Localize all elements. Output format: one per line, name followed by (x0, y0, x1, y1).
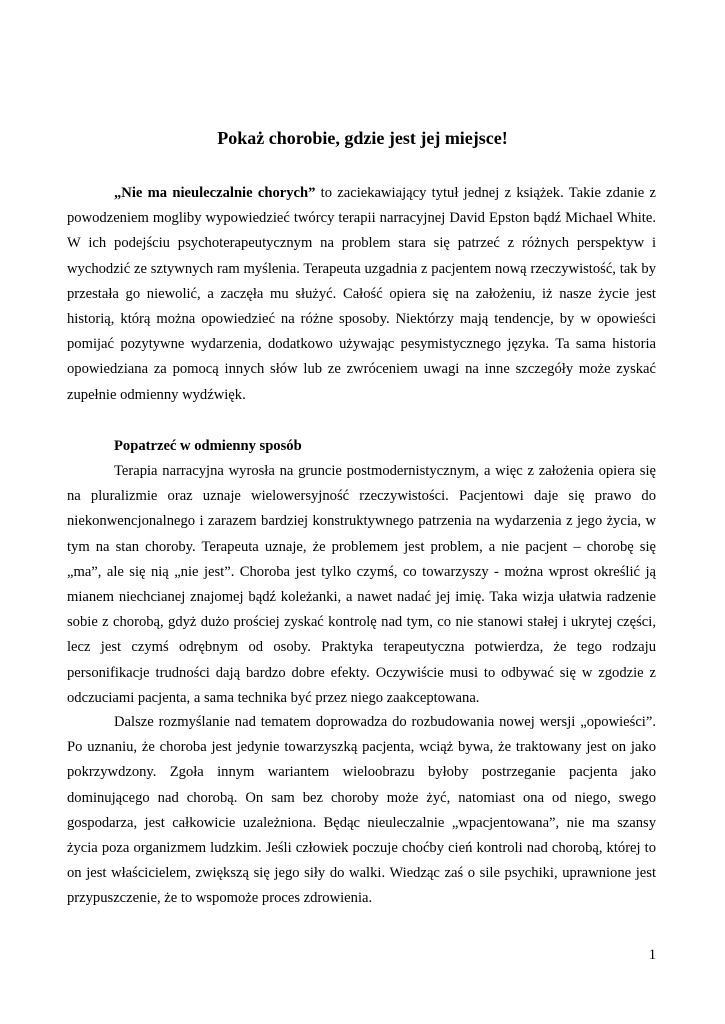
page-title: Pokaż chorobie, gdzie jest jej miejsce! (217, 128, 508, 148)
book-title-quote: „Nie ma nieuleczalnie chorych” (114, 185, 316, 201)
paragraph-narrative-therapy: Terapia narracyjna wyrosła na gruncie postmodernistycznym, a więc z założenia opiera się na pluralizmie oraz uznaje wielowersyjność rzeczywistości. Pacjentowi daje się prawo do niekonwencjonalnego i zarazem bardziej konstruktywnego patrzenia na wydarzenia z jego życia, w tym na stan choroby. Terapeuta uznaje, że problemem jest problem, a nie pacjent – chorobę się „ma”, ale się nią „nie jest”. Choroba jest tylko czymś, co towarzyszy - można wprost określić ją mianem niechcianej znajomej bądź koleżanki, a nawet nadać jej imię. Taka wizja ułatwia radzenie sobie z chorobą, gdyż dużo prościej zyskać kontrolę nad tym, co nie stanowi stałej i ukrytej części, lecz jest czymś odrębnym od osoby. Praktyka terapeutyczna potwierdza, że tego rodzaju personifikacje trudności dają bardzo dobre efekty. Oczywiście musi to odbywać się w zgodzie z odczuciami pacjenta, a sama technika być przez niego zaakceptowana. (67, 463, 656, 706)
page-number: 1 (648, 947, 656, 963)
paragraph-intro-text: to zaciekawiający tytuł jednej z książek. Takie zdanie z powodzeniem mogliby wypowiedzieć twórcy terapii narracyjnej David Epston bądź Michael White. W ich podejściu psychoterapeutycznym na problem stara się patrzeć z różnych perspektyw i wychodzić ze sztywnych ram myślenia. Terapeuta uzgadnia z pacjentem nową rzeczywistość, tak by przestała go niewolić, a zaczęła mu służyć. Całość opiera się na założeniu, iż nasze życie jest historią, którą można opowiedzieć na różne sposoby. Niektórzy mają tendencje, by w opowieści pomijać pozytywne wydarzenia, dodatkowo używając pesymistycznego języka. Ta sama historia opowiedziana za pomocą innych słów lub ze zwróceniem uwagi na inne szczegóły może zyskać zupełnie odmienny wydźwięk. (67, 185, 656, 403)
paragraph-intro (67, 181, 656, 408)
section-heading: Popatrzeć w odmienny sposób (114, 438, 302, 454)
paragraph-further-thoughts: Dalsze rozmyślanie nad tematem doprowadza do rozbudowania nowej wersji „opowieści”. Po uznaniu, że choroba jest jedynie towarzyszką pacjenta, wciąż bywa, że traktowany jest on jako pokrzywdzony. Zgoła innym wariantem wieloobrazu byłoby postrzeganie pacjenta jako dominującego nad chorobą. On sam bez choroby może żyć, natomiast ona od niego, swego gospodarza, jest całkowicie uzależniona. Będąc nieuleczalnie „wpacjentowana”, nie ma szansy życia poza organizmem ludzkim. Jeśli człowiek poczuje choćby cień kontroli nad chorobą, której to on jest właścicielem, zwiększą się jego siły do walki. Wiedząc zaś o sile psychiki, uprawnione jest przypuszczenie, że to wspomoże proces zdrowienia. (67, 714, 656, 907)
